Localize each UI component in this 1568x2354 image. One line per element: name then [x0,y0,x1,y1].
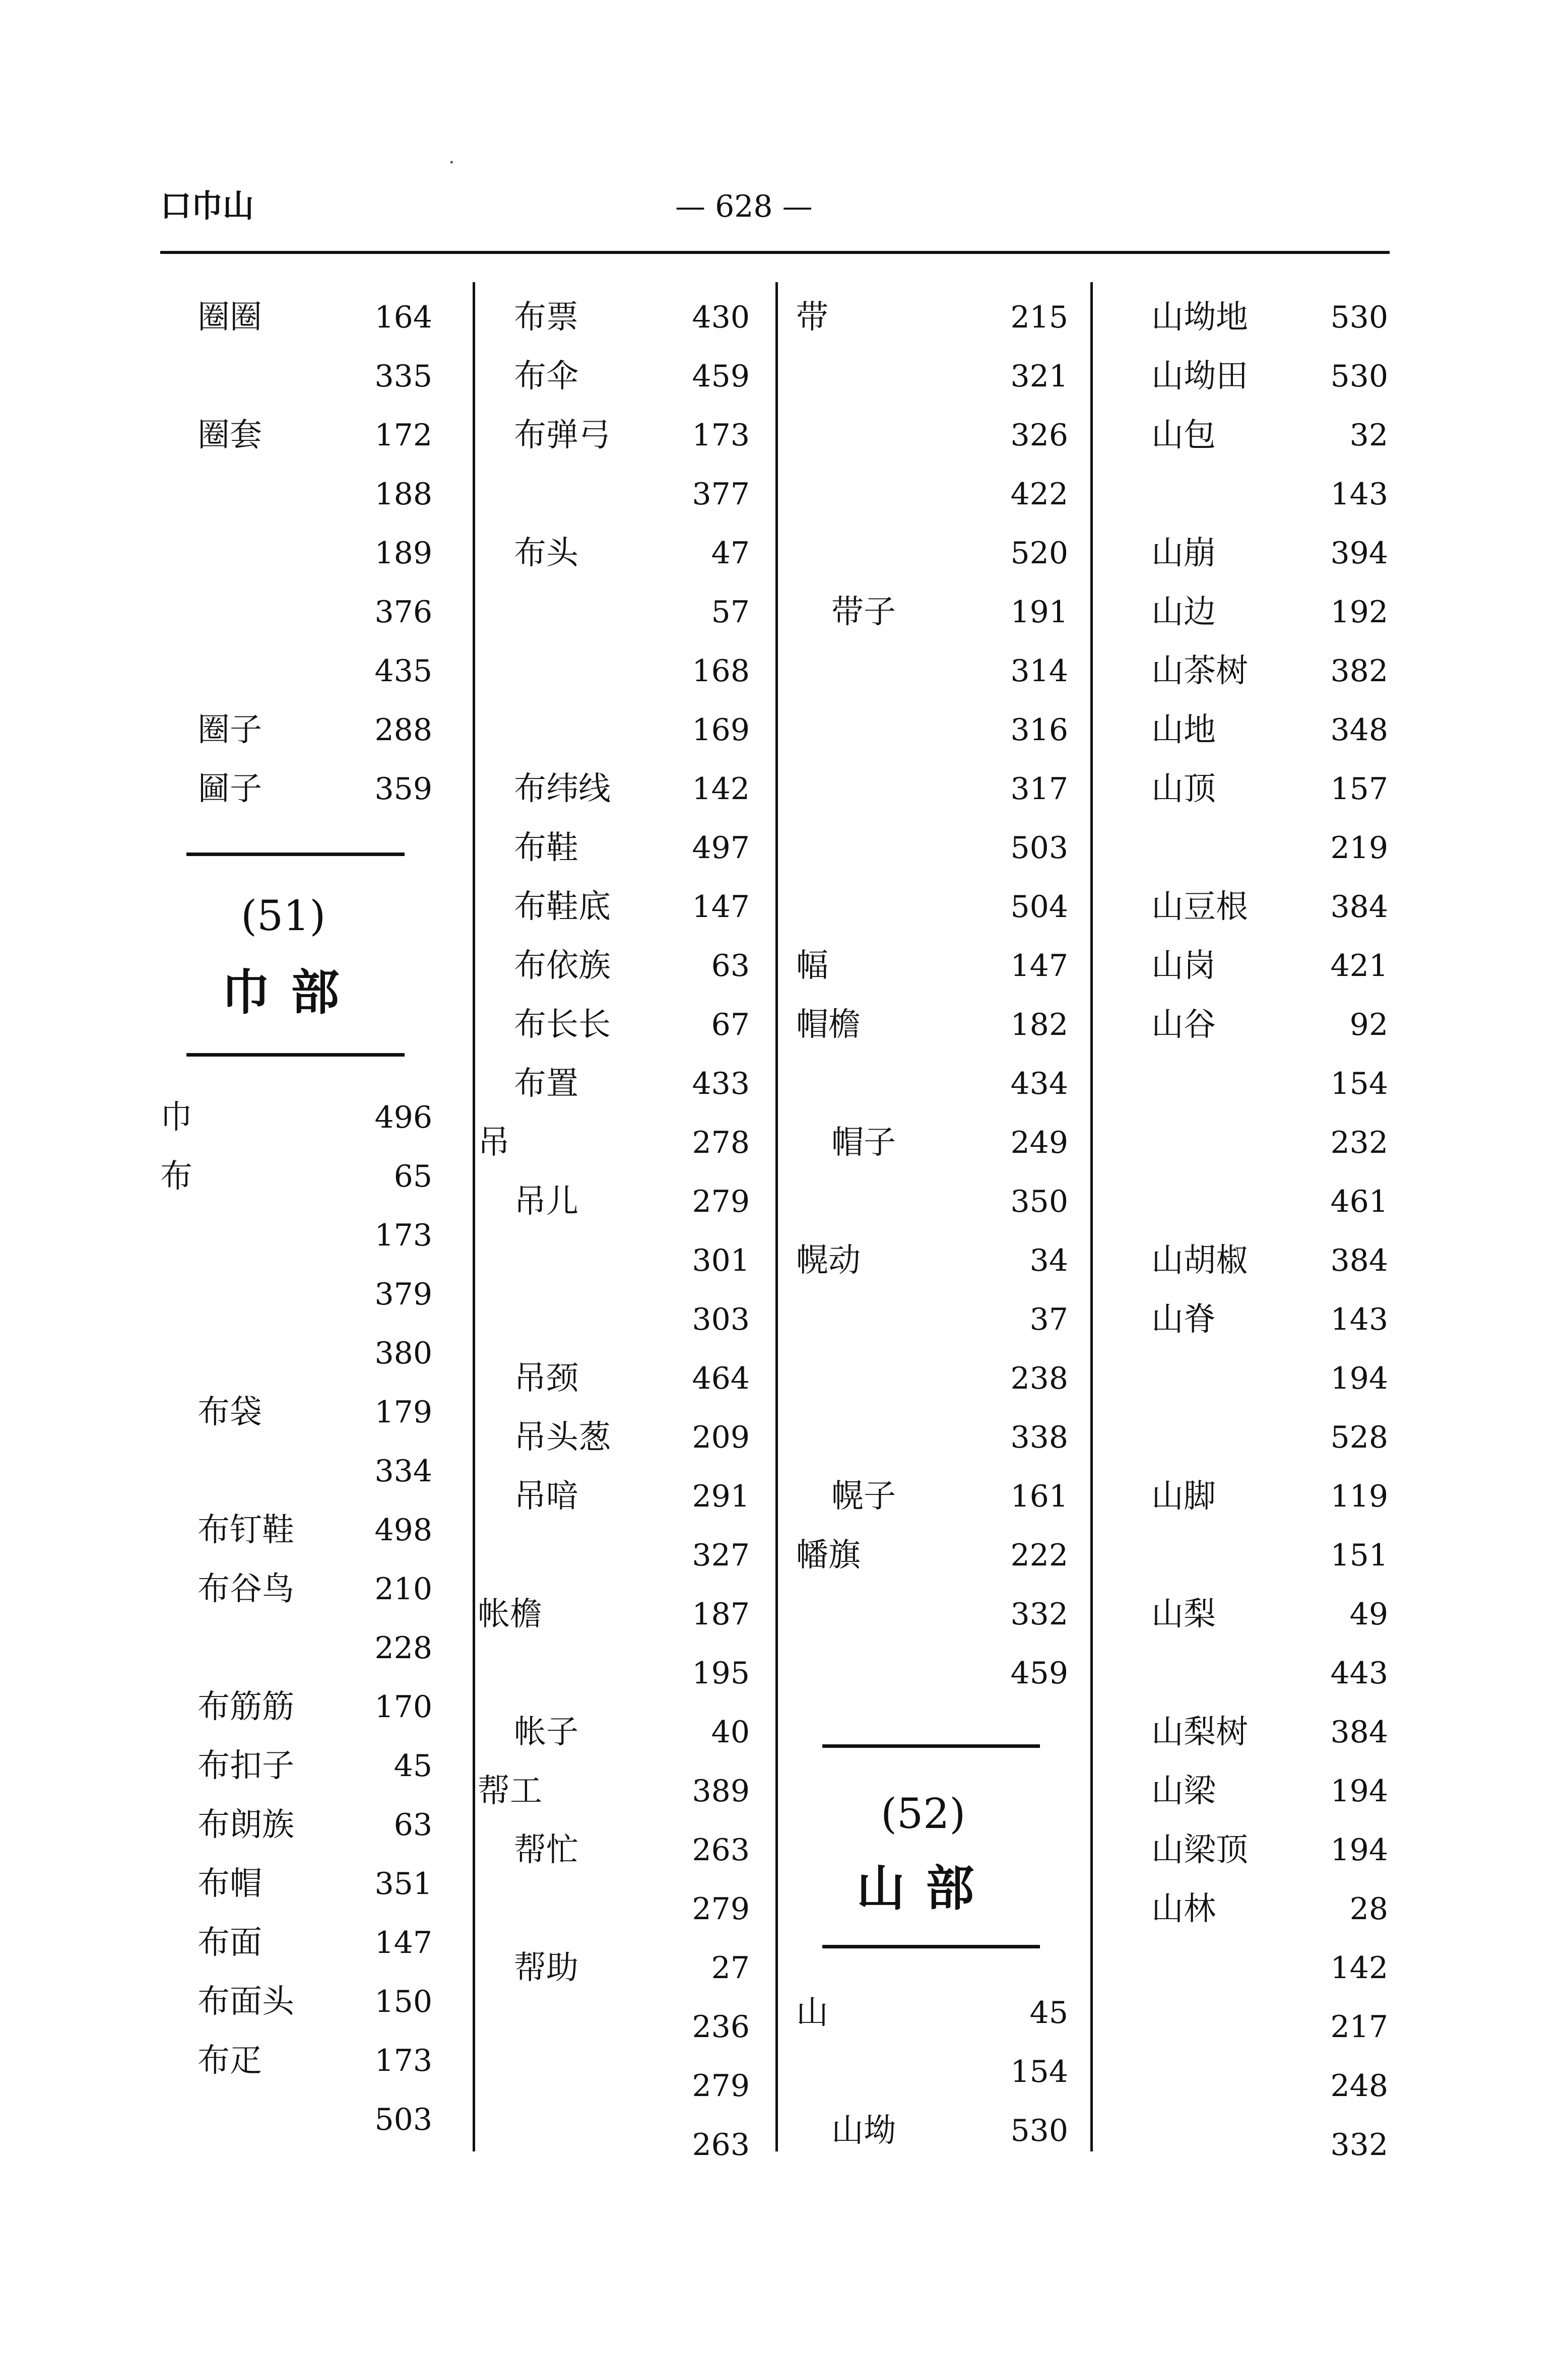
entry-page-number: 142 [1330,1950,1388,1986]
entry-word: 山岗 [1151,947,1216,985]
entry-page-number: 497 [692,830,750,866]
section-title: 山 部 [857,1860,976,1917]
entry-word: 山梁顶 [1151,1832,1248,1869]
entry-word: 布鞋 [514,829,578,867]
entry-page-number: 170 [374,1689,432,1725]
entry-page-number: 384 [1330,1715,1388,1750]
entry-word: 圈圈 [198,299,262,336]
entry-page-number: 40 [711,1715,750,1750]
entry-word: 布置 [514,1065,578,1102]
entry-page-number: 217 [1330,2009,1388,2045]
entry-word: 吊 [478,1124,510,1161]
entry-word: 布面头 [198,1983,294,2020]
entry-page-number: 379 [374,1277,432,1312]
entry-word: 吊颈 [514,1360,578,1397]
entry-page-number: 147 [1010,948,1068,984]
entry-page-number: 57 [711,595,750,630]
entry-page-number: 459 [692,359,750,394]
entry-page-number: 142 [692,771,750,807]
index-entry [0,1417,1568,1458]
entry-page-number: 384 [1330,889,1388,925]
entry-page-number: 504 [1010,889,1068,925]
entry-page-number: 263 [692,2127,750,2163]
entry-page-number: 150 [374,1984,432,2019]
entry-word: 布头 [514,535,578,572]
entry-page-number: 291 [692,1479,750,1514]
entry-page-number: 67 [711,1007,750,1042]
entry-word: 山包 [1151,417,1216,454]
entry-word: 布筋筋 [198,1688,294,1726]
entry-word: 幅 [796,947,828,985]
entry-page-number: 503 [1010,830,1068,866]
entry-page-number: 464 [692,1361,750,1396]
index-entry [0,1476,1568,1517]
entry-page-number: 45 [394,1748,432,1784]
entry-page-number: 194 [1330,1774,1388,1809]
entry-page-number: 496 [374,1100,432,1135]
entry-word: 布朗族 [198,1806,294,1844]
index-entry [0,2066,1568,2106]
entry-word: 圈套 [198,417,262,454]
entry-word: 山坳 [831,2112,896,2149]
entry-word: 幌动 [796,1242,861,1279]
entry-word: 山边 [1151,594,1216,631]
entry-page-number: 210 [374,1572,432,1607]
entry-page-number: 147 [374,1925,432,1960]
index-entry [0,1358,1568,1399]
entry-page-number: 173 [374,2043,432,2078]
entry-page-number: 236 [692,2009,750,2045]
entry-page-number: 222 [1010,1538,1068,1573]
header-rule [160,251,1390,254]
entry-page-number: 154 [1330,1066,1388,1101]
index-entry [0,356,1568,397]
speck: · [448,151,455,174]
section-number: (52) [881,1790,966,1838]
index-entry [0,1594,1568,1634]
entry-word: 帐檐 [478,1596,542,1633]
index-entry [0,887,1568,927]
entry-page-number: 63 [711,948,750,984]
section-number: (51) [241,892,326,940]
entry-word: 布面 [198,1924,262,1961]
entry-page-number: 188 [374,477,432,512]
entry-word: 吊头葱 [514,1419,611,1456]
entry-page-number: 376 [374,595,432,630]
entry-word: 带 [796,299,828,336]
entry-word: 山胡椒 [1151,1242,1248,1279]
entry-word: 布纬线 [514,770,611,808]
entry-page-number: 422 [1010,477,1068,512]
entry-page-number: 334 [374,1454,432,1489]
index-entry [0,1123,1568,1163]
entry-page-number: 520 [1010,536,1068,571]
entry-page-number: 63 [394,1807,432,1843]
index-entry [0,1182,1568,1222]
entry-page-number: 332 [1330,2127,1388,2163]
entry-word: 布 [160,1158,192,1195]
entry-page-number: 443 [1330,1656,1388,1691]
entry-word: 幌子 [831,1478,896,1515]
entry-word: 圙子 [198,770,262,808]
entry-page-number: 187 [692,1597,750,1632]
entry-page-number: 45 [1029,1995,1068,2031]
entry-page-number: 351 [374,1866,432,1902]
entry-page-number: 248 [1330,2068,1388,2104]
index-entry [0,2125,1568,2165]
entry-page-number: 530 [1330,359,1388,394]
entry-page-number: 326 [1010,418,1068,453]
index-entry [0,1005,1568,1045]
section-title: 巾 部 [222,964,342,1021]
entry-word: 布袋 [198,1394,262,1431]
entry-page-number: 430 [692,300,750,335]
entry-page-number: 338 [1010,1420,1068,1455]
entry-page-number: 179 [374,1395,432,1430]
entry-page-number: 314 [1010,653,1068,689]
entry-word: 布疋 [198,2042,262,2079]
index-entry [0,1653,1568,1693]
index-entry [0,533,1568,573]
index-entry [0,1535,1568,1576]
entry-word: 山地 [1151,711,1216,749]
entry-word: 布谷鸟 [198,1571,294,1608]
entry-page-number: 279 [692,1184,750,1219]
entry-page-number: 119 [1330,1479,1388,1514]
entry-page-number: 377 [692,477,750,512]
entry-page-number: 335 [374,359,432,394]
index-entry [0,297,1568,338]
index-entry [0,474,1568,514]
entry-word: 布票 [514,299,578,336]
entry-page-number: 143 [1330,1302,1388,1337]
entry-page-number: 157 [1330,771,1388,807]
index-entry [0,1712,1568,1752]
entry-word: 吊喑 [514,1478,578,1515]
entry-page-number: 228 [374,1630,432,1666]
entry-page-number: 92 [1349,1007,1388,1042]
entry-page-number: 161 [1010,1479,1068,1514]
entry-page-number: 348 [1330,712,1388,748]
entry-page-number: 168 [692,653,750,689]
entry-page-number: 279 [692,2068,750,2104]
entry-word: 布长长 [514,1006,611,1043]
entry-word: 帮工 [478,1773,542,1810]
entry-page-number: 164 [374,300,432,335]
entry-page-number: 49 [1349,1597,1388,1632]
entry-page-number: 37 [1029,1302,1068,1337]
entry-word: 山顶 [1151,770,1216,808]
entry-word: 布鞋底 [514,888,611,926]
entry-word: 山林 [1151,1890,1216,1928]
index-entry [0,1240,1568,1281]
entry-page-number: 503 [374,2102,432,2137]
entry-word: 山崩 [1151,535,1216,572]
index-entry [0,651,1568,691]
entry-page-number: 303 [692,1302,750,1337]
entry-page-number: 459 [1010,1656,1068,1691]
entry-word: 山梨树 [1151,1714,1248,1751]
index-entry [0,1948,1568,1988]
entry-word: 山豆根 [1151,888,1248,926]
entry-page-number: 435 [374,653,432,689]
entry-page-number: 382 [1330,653,1388,689]
entry-page-number: 32 [1349,418,1388,453]
entry-page-number: 389 [692,1774,750,1809]
entry-page-number: 530 [1010,2113,1068,2148]
entry-word: 山茶树 [1151,652,1248,690]
entry-word: 山坳地 [1151,299,1248,336]
entry-page-number: 434 [1010,1066,1068,1101]
entry-page-number: 191 [1010,595,1068,630]
entry-page-number: 498 [374,1513,432,1548]
entry-word: 布弹弓 [514,417,611,454]
page-number: — 628 — [675,189,813,224]
entry-page-number: 528 [1330,1420,1388,1455]
entry-word: 山 [796,1994,828,2032]
entry-word: 帽子 [831,1124,896,1161]
entry-word: 布钉鞋 [198,1512,294,1549]
entry-word: 布帽 [198,1865,262,1903]
index-entry [0,1064,1568,1104]
entry-page-number: 232 [1330,1125,1388,1160]
entry-word: 帽檐 [796,1006,861,1043]
index-entry [0,1771,1568,1811]
entry-word: 布扣子 [198,1747,294,1785]
entry-page-number: 215 [1010,300,1068,335]
entry-page-number: 169 [692,712,750,748]
entry-page-number: 380 [374,1336,432,1371]
entry-word: 圈子 [198,711,262,749]
entry-word: 帮助 [514,1949,578,1987]
entry-page-number: 147 [692,889,750,925]
entry-page-number: 209 [692,1420,750,1455]
index-entry [0,2007,1568,2047]
entry-word: 山梁 [1151,1773,1216,1810]
entry-page-number: 194 [1330,1361,1388,1396]
entry-word: 山坳田 [1151,358,1248,395]
index-entry [0,946,1568,986]
entry-page-number: 394 [1330,536,1388,571]
entry-page-number: 173 [374,1218,432,1253]
entry-word: 山脊 [1151,1301,1216,1338]
entry-page-number: 189 [374,536,432,571]
entry-page-number: 27 [711,1950,750,1986]
entry-word: 山梨 [1151,1596,1216,1633]
entry-page-number: 278 [692,1125,750,1160]
entry-page-number: 384 [1330,1243,1388,1278]
entry-page-number: 173 [692,418,750,453]
running-header-radicals: 口巾山 [160,187,254,224]
entry-page-number: 65 [394,1159,432,1194]
entry-word: 巾 [160,1099,192,1136]
entry-page-number: 172 [374,418,432,453]
entry-page-number: 279 [692,1891,750,1927]
entry-page-number: 194 [1330,1833,1388,1868]
index-entry [0,828,1568,868]
entry-page-number: 321 [1010,359,1068,394]
entry-page-number: 359 [374,771,432,807]
entry-page-number: 34 [1029,1243,1068,1278]
entry-page-number: 301 [692,1243,750,1278]
entry-page-number: 182 [1010,1007,1068,1042]
entry-page-number: 195 [692,1656,750,1691]
entry-page-number: 154 [1010,2054,1068,2089]
index-entry [0,1830,1568,1870]
entry-page-number: 530 [1330,300,1388,335]
entry-page-number: 327 [692,1538,750,1573]
entry-page-number: 28 [1349,1891,1388,1927]
entry-page-number: 421 [1330,948,1388,984]
entry-word: 吊儿 [514,1183,578,1220]
index-entry [0,1889,1568,1929]
entry-word: 帐子 [514,1714,578,1751]
index-entry [0,592,1568,632]
index-entry [0,710,1568,750]
index-entry [0,1299,1568,1340]
entry-page-number: 461 [1330,1184,1388,1219]
entry-page-number: 192 [1330,595,1388,630]
entry-word: 布伞 [514,358,578,395]
entry-word: 山脚 [1151,1478,1216,1515]
entry-word: 幡旗 [796,1537,861,1574]
section-rule [186,1053,405,1057]
entry-page-number: 316 [1010,712,1068,748]
entry-page-number: 47 [711,536,750,571]
entry-page-number: 238 [1010,1361,1068,1396]
entry-page-number: 249 [1010,1125,1068,1160]
entry-page-number: 288 [374,712,432,748]
entry-page-number: 317 [1010,771,1068,807]
entry-word: 带子 [831,594,896,631]
entry-word: 山谷 [1151,1006,1216,1043]
entry-page-number: 332 [1010,1597,1068,1632]
index-entry [0,415,1568,455]
entry-page-number: 263 [692,1833,750,1868]
index-entry [0,769,1568,809]
entry-page-number: 350 [1010,1184,1068,1219]
entry-page-number: 433 [692,1066,750,1101]
entry-page-number: 151 [1330,1538,1388,1573]
entry-word: 布依族 [514,947,611,985]
entry-page-number: 219 [1330,830,1388,866]
entry-word: 帮忙 [514,1832,578,1869]
entry-page-number: 143 [1330,477,1388,512]
